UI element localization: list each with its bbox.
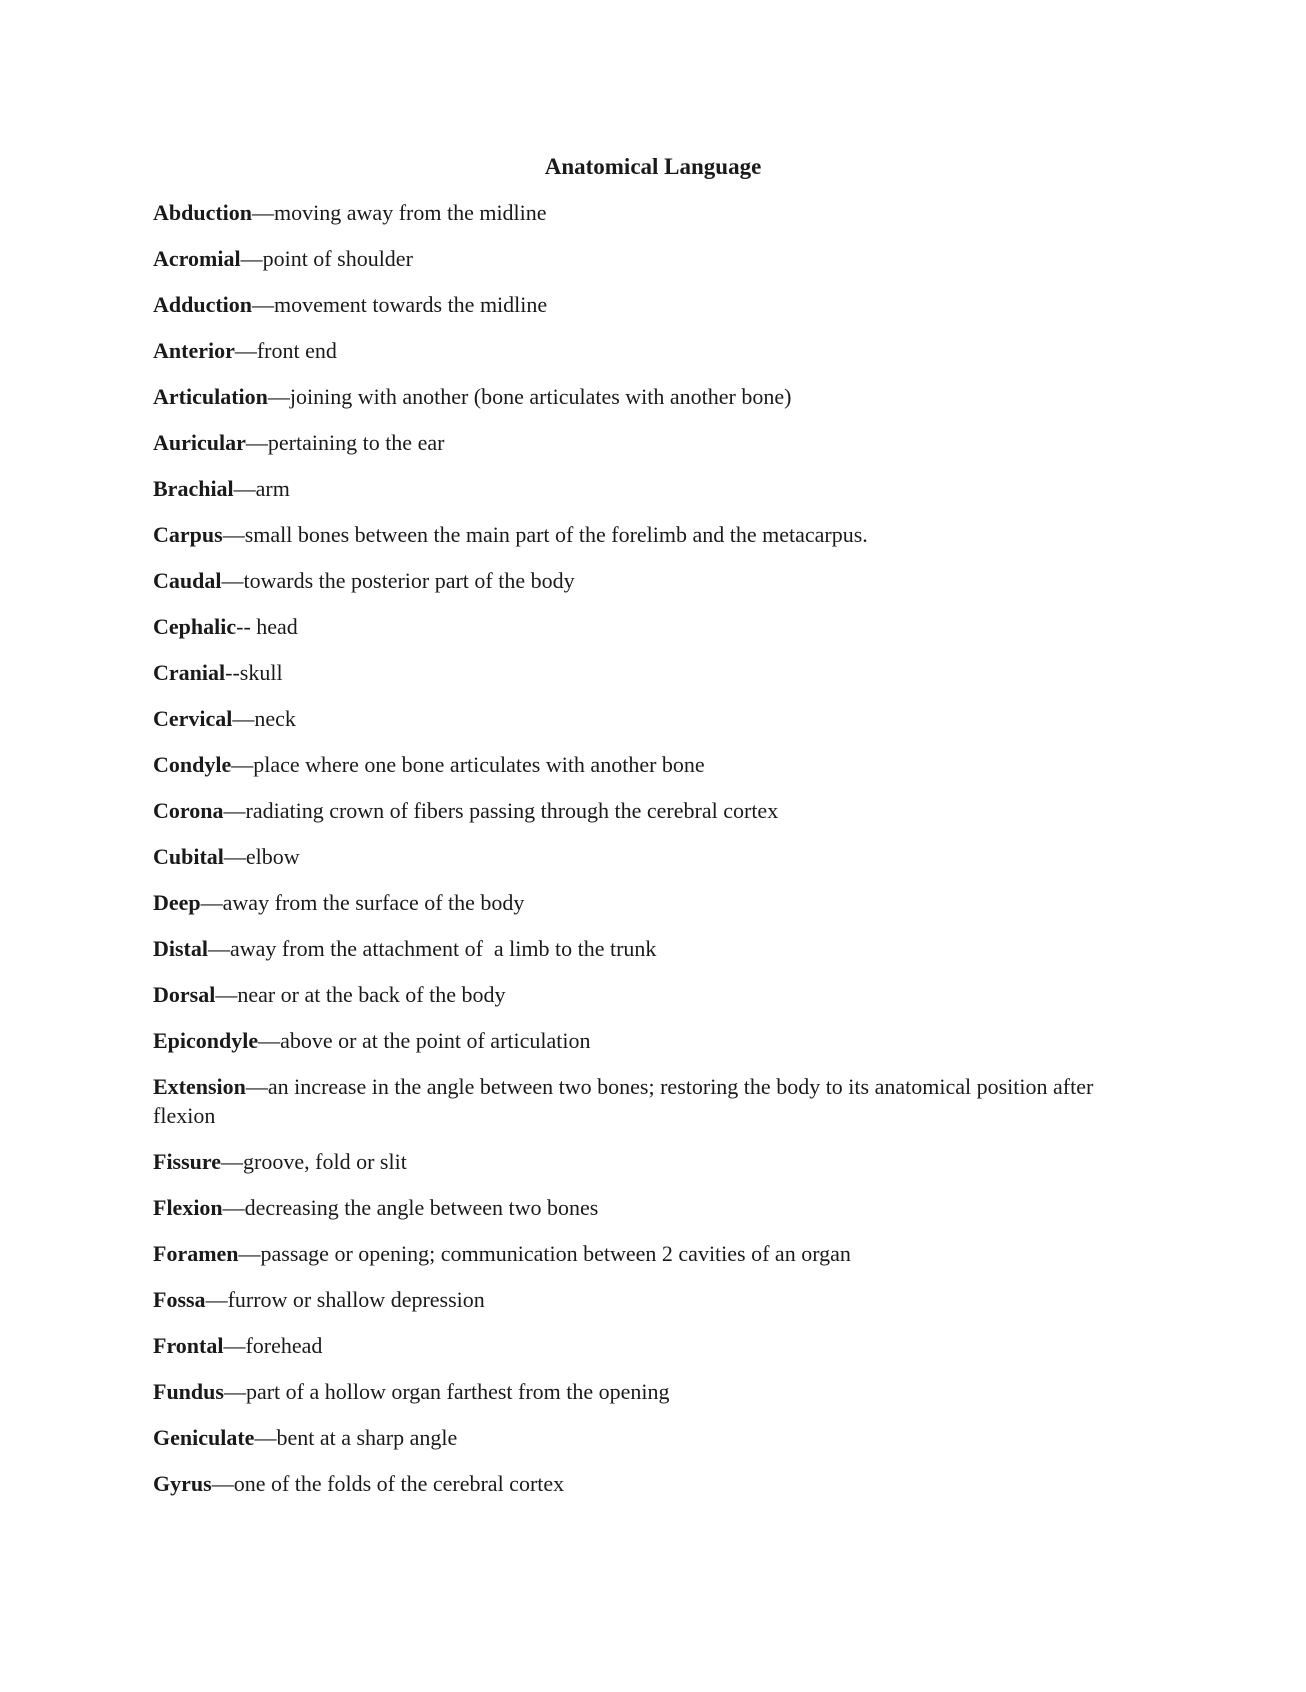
glossary-definition: —place where one bone articulates with another bone [231, 752, 705, 777]
glossary-definition: —neck [232, 706, 296, 731]
glossary-entry-gyrus [153, 1469, 1113, 1515]
glossary-entry-dorsal [153, 980, 1113, 1026]
glossary-entry-fossa [153, 1285, 1113, 1331]
glossary-entry-condyle [153, 750, 1113, 796]
glossary-term: Cervical [153, 706, 233, 731]
glossary-definition: —elbow [223, 844, 300, 869]
glossary-term: Abduction [153, 200, 253, 225]
glossary-term: Gyrus [153, 1471, 212, 1496]
glossary-term: Geniculate [153, 1425, 255, 1450]
glossary-entry-abduction [153, 198, 1113, 244]
glossary-entry-cervical [153, 704, 1113, 750]
glossary-definition: -- head [236, 614, 298, 639]
glossary-definition: —decreasing the angle between two bones [222, 1195, 599, 1220]
glossary-term: Fundus [153, 1379, 224, 1404]
glossary-entry-carpus [153, 520, 1113, 566]
glossary-definition: —away from the surface of the body [200, 890, 525, 915]
glossary-term: Cephalic [153, 614, 237, 639]
glossary-term: Condyle [153, 752, 232, 777]
glossary-definition: --skull [225, 660, 283, 685]
glossary-list [153, 198, 1113, 1515]
glossary-definition: —point of shoulder [240, 246, 413, 271]
glossary-definition: —bent at a sharp angle [254, 1425, 458, 1450]
glossary-definition: —groove, fold or slit [221, 1149, 407, 1174]
glossary-term: Epicondyle [153, 1028, 259, 1053]
glossary-term: Cranial [153, 660, 226, 685]
glossary-definition: —movement towards the midline [252, 292, 548, 317]
glossary-entry-fissure [153, 1147, 1113, 1193]
glossary-term: Dorsal [153, 982, 216, 1007]
glossary-term: Foramen [153, 1241, 239, 1266]
glossary-term: Caudal [153, 568, 222, 593]
glossary-entry-corona [153, 796, 1113, 842]
glossary-entry-frontal [153, 1331, 1113, 1377]
glossary-term: Auricular [153, 430, 246, 455]
glossary-entry-geniculate [153, 1423, 1113, 1469]
glossary-entry-cephalic [153, 612, 1113, 658]
glossary-term: Brachial [153, 476, 234, 501]
glossary-term: Cubital [153, 844, 224, 869]
glossary-definition: —one of the folds of the cerebral cortex [211, 1471, 565, 1496]
glossary-definition: —passage or opening; communication between 2 cavities of an organ [238, 1241, 851, 1266]
glossary-definition: —moving away from the midline [252, 200, 547, 225]
glossary-term: Extension [153, 1074, 246, 1099]
glossary-definition: —part of a hollow organ farthest from the opening [223, 1379, 670, 1404]
glossary-entry-deep [153, 888, 1113, 934]
glossary-entry-distal [153, 934, 1113, 980]
glossary-entry-caudal [153, 566, 1113, 612]
glossary-term: Flexion [153, 1195, 223, 1220]
glossary-definition: —joining with another (bone articulates with another bone) [267, 384, 792, 409]
glossary-term: Adduction [153, 292, 253, 317]
glossary-definition: —front end [234, 338, 337, 363]
glossary-entry-cubital [153, 842, 1113, 888]
glossary-definition: —radiating crown of fibers passing through the cerebral cortex [223, 798, 779, 823]
glossary-term: Anterior [153, 338, 235, 363]
glossary-definition: —furrow or shallow depression [205, 1287, 485, 1312]
glossary-term: Distal [153, 936, 208, 961]
glossary-definition: —arm [233, 476, 290, 501]
glossary-entry-foramen [153, 1239, 1113, 1285]
glossary-term: Frontal [153, 1333, 224, 1358]
glossary-definition: —near or at the back of the body [215, 982, 506, 1007]
glossary-definition: —pertaining to the ear [245, 430, 445, 455]
glossary-entry-epicondyle [153, 1026, 1113, 1072]
glossary-entry-flexion [153, 1193, 1113, 1239]
glossary-entry-anterior [153, 336, 1113, 382]
glossary-definition: —forehead [223, 1333, 323, 1358]
glossary-term: Acromial [153, 246, 241, 271]
glossary-entry-extension [153, 1072, 1113, 1147]
glossary-definition: —above or at the point of articulation [258, 1028, 591, 1053]
glossary-entry-fundus [153, 1377, 1113, 1423]
glossary-entry-adduction [153, 290, 1113, 336]
glossary-term: Fossa [153, 1287, 206, 1312]
glossary-entry-articulation [153, 382, 1113, 428]
glossary-definition: —small bones between the main part of the forelimb and the metacarpus. [222, 522, 868, 547]
glossary-entry-acromial [153, 244, 1113, 290]
glossary-term: Corona [153, 798, 224, 823]
glossary-definition: —towards the posterior part of the body [221, 568, 575, 593]
glossary-term: Carpus [153, 522, 223, 547]
glossary-definition: —an increase in the angle between two bones; restoring the body to its anatomical position after flexion [153, 1074, 1094, 1128]
glossary-term: Fissure [153, 1149, 222, 1174]
glossary-entry-brachial [153, 474, 1113, 520]
glossary-entry-cranial [153, 658, 1113, 704]
glossary-term: Articulation [153, 384, 268, 409]
page-title: Anatomical Language [544, 154, 762, 179]
glossary-term: Deep [153, 890, 201, 915]
glossary-definition: —away from the attachment of a limb to the trunk [208, 936, 657, 961]
glossary-entry-auricular [153, 428, 1113, 474]
